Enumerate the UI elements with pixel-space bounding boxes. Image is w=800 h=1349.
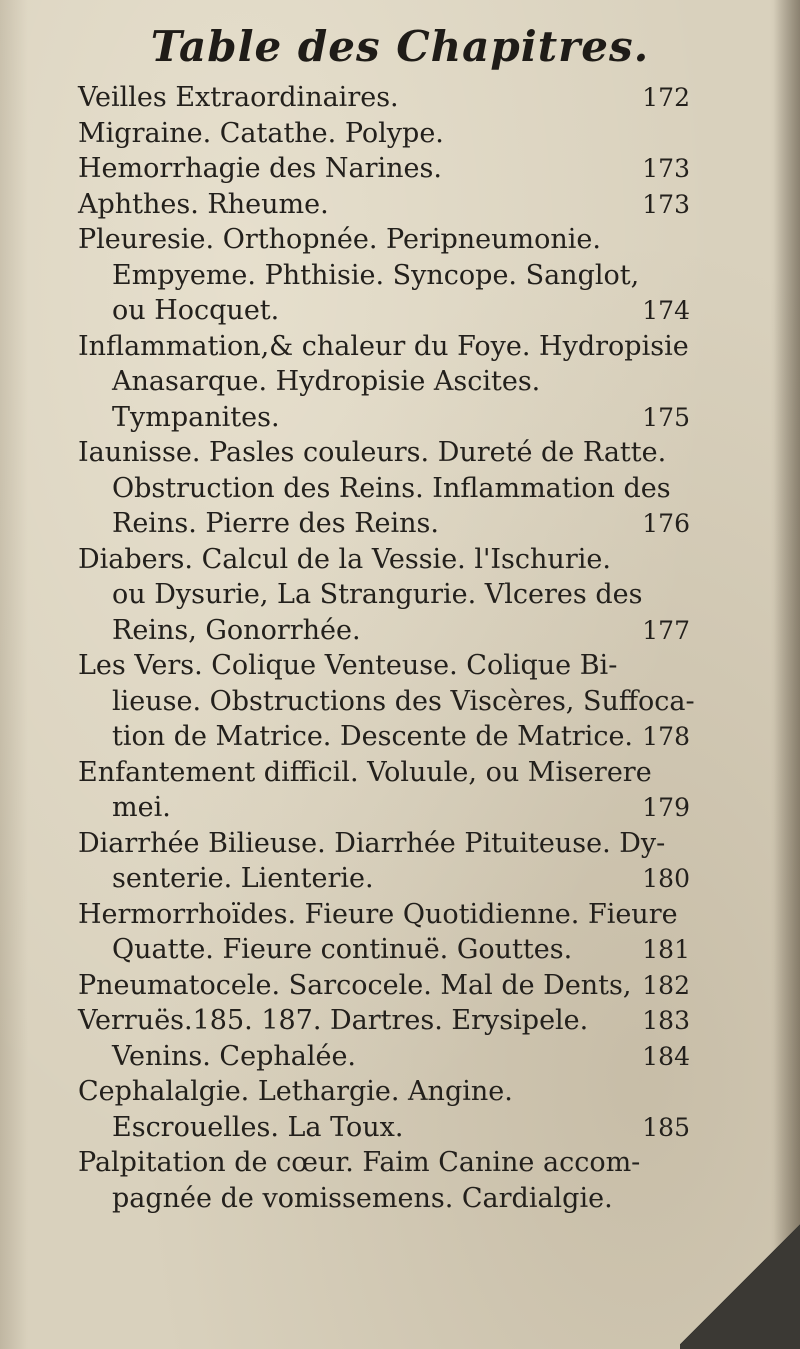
chapter-line [78,1145,690,1181]
chapter-text: Migraine. Catathe. Polype. [78,117,444,149]
chapter-line [78,719,690,755]
chapter-line [78,151,690,187]
chapter-line [78,861,690,897]
chapter-text: Reins. Pierre des Reins. [112,508,439,539]
chapter-text: Aphthes. Rheume. [78,188,329,220]
chapter-line [78,329,690,365]
chapter-line [78,755,690,791]
chapter-line [78,968,690,1004]
chapter-text: Reins, Gonorrhée. [112,614,361,646]
chapter-line [78,1039,690,1075]
chapter-text: Verruës.185. 187. Dartres. Erysipele. [78,1005,589,1036]
chapter-line [78,648,690,684]
chapter-text: Quatte. Fieure continuë. Gouttes. [112,934,573,965]
chapter-line [78,613,690,649]
chapter-line [78,187,690,223]
page-title: Table des Chapitres. [150,22,650,71]
chapter-line [78,577,690,613]
page-corner-fold [680,1219,800,1349]
chapter-line [78,684,695,720]
chapter-line [78,400,690,436]
page-number: 183 [642,1006,690,1035]
chapter-text: Anasarque. Hydropisie Ascites. [112,366,541,397]
page-number: 172 [642,83,690,112]
chapter-line [78,506,690,542]
page-edge-shadow [774,0,800,1349]
chapter-text: Escrouelles. La Toux. [112,1111,404,1143]
chapter-line [78,1181,690,1217]
chapter-line [78,897,690,933]
chapter-text: Venins. Cephalée. [112,1040,357,1072]
chapter-text: ou Dysurie, La Strangurie. Vlceres des [112,579,643,610]
chapter-text: Obstruction des Reins. Inflammation des [112,472,671,504]
chapter-line [78,258,690,294]
page-number: 180 [642,864,690,893]
page-number: 176 [642,509,690,538]
chapter-line [78,1003,690,1039]
chapter-text: Tympanites. [112,401,280,433]
chapter-text: Cephalalgie. Lethargie. Angine. [78,1076,513,1107]
page-number: 173 [642,154,690,183]
chapter-text: Pneumatocele. Sarcocele. Mal de Dents, [78,969,632,1001]
chapter-text: ou Hocquet. [112,295,280,326]
chapter-text: lieuse. Obstructions des Viscères, Suffoca- [112,685,695,717]
page-number: 178 [642,722,690,751]
chapter-list [78,80,695,1216]
page-number: 182 [642,970,690,1000]
chapter-line [78,932,690,968]
chapter-line [78,435,690,471]
chapter-text: Diarrhée Bilieuse. Diarrhée Pituiteuse. Dy- [78,827,666,859]
chapter-line [78,790,690,826]
chapter-text: mei. [112,792,171,823]
chapter-line [78,826,690,862]
chapter-line [78,222,690,258]
chapter-line [78,542,690,578]
chapter-line [78,1110,690,1146]
page-number: 185 [642,1112,690,1142]
chapter-text: senterie. Lienterie. [112,863,374,894]
page-number: 177 [642,615,690,645]
chapter-line [78,471,690,507]
chapter-text: Palpitation de cœur. Faim Canine accom- [78,1147,641,1178]
page-number: 175 [642,402,690,432]
chapter-text: Pleuresie. Orthopnée. Peripneumonie. [78,224,601,255]
chapter-text: Enfantement difficil. Voluule, ou Miserere [78,756,652,788]
chapter-text: Iaunisse. Pasles couleurs. Dureté de Ratte. [78,437,667,468]
chapter-line [78,116,690,152]
chapter-text: Les Vers. Colique Venteuse. Colique Bi- [78,650,618,681]
page-number: 181 [642,935,690,964]
page-number: 174 [642,296,690,325]
chapter-text: Hermorrhoïdes. Fieure Quotidienne. Fieure [78,898,678,930]
chapter-line [78,80,690,116]
page-number: 179 [642,793,690,822]
chapter-text: Diabers. Calcul de la Vessie. l'Ischurie. [78,543,611,575]
chapter-text: Veilles Extraordinaires. [78,82,399,113]
page-number: 184 [642,1041,690,1071]
chapter-text: Inflammation,& chaleur du Foye. Hydropisie [78,330,689,362]
chapter-line [78,293,690,329]
chapter-text: pagnée de vomissemens. Cardialgie. [112,1182,613,1214]
page-number: 173 [642,189,690,219]
chapter-text: Hemorrhagie des Narines. [78,153,442,184]
chapter-line [78,364,690,400]
chapter-line [78,1074,690,1110]
chapter-text: tion de Matrice. Descente de Matrice. [112,721,634,752]
chapter-text: Empyeme. Phthisie. Syncope. Sanglot, [112,259,640,291]
